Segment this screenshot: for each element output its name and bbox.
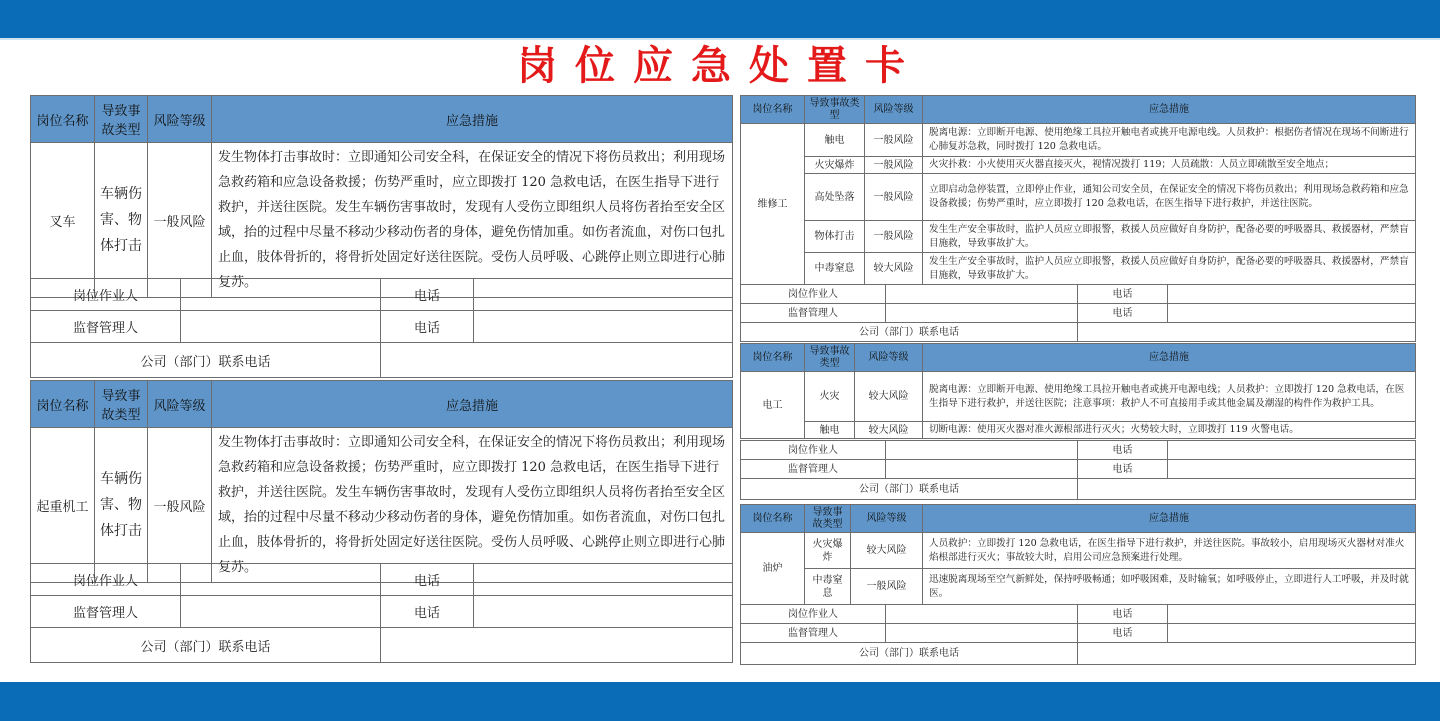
phone-value[interactable] [1168, 304, 1416, 323]
card-forklift-contacts [30, 278, 733, 378]
supervisor-value[interactable] [886, 460, 1078, 479]
worker-label: 岗位作业人 [31, 279, 181, 311]
company-phone-label: 公司（部门）联系电话 [31, 343, 381, 378]
phone-label: 电话 [381, 596, 474, 628]
phone-value[interactable] [1168, 285, 1416, 304]
phone-label: 电话 [1078, 441, 1168, 460]
worker-value[interactable] [181, 564, 381, 596]
risk-level: 较大风险 [855, 422, 923, 439]
risk-level: 一般风险 [148, 428, 212, 583]
accident-type: 火灾爆炸 [805, 533, 851, 569]
header-type: 导致事故类型 [95, 381, 148, 428]
phone-label: 电话 [1078, 624, 1168, 643]
worker-label: 岗位作业人 [741, 441, 886, 460]
worker-label: 岗位作业人 [741, 285, 886, 304]
emergency-measures: 发生生产安全事故时，监护人员应立即报警，救援人员应做好自身防护，配备必要的呼吸器具、救援器材，严禁盲目施救，导致事故扩大。 [923, 221, 1416, 253]
risk-level: 一般风险 [865, 124, 923, 157]
risk-level: 较大风险 [865, 253, 923, 285]
emergency-measures: 人员救护：立即拨打 120 急救电话，在医生指导下进行救护，并送往医院。事故较小，启用现场灭火器材对准火焰根部进行灭火；事故较大时，启用公司应急预案进行处理。 [923, 533, 1416, 569]
card-crane-operator [30, 380, 733, 583]
company-phone-value[interactable] [1078, 479, 1416, 500]
emergency-measures: 发生物体打击事故时：立即通知公司安全科，在保证安全的情况下将伤员救出；利用现场急救药箱和应急设备救援；伤势严重时，应立即拨打 120 急救电话，在医生指导下进行救护，并送往医院。发生车辆伤害事故时，发现有人受伤立即组织人员将伤者抬至安全区域，抬的过程中尽量不移动少移动伤者的身体，避免伤情加重。如伤者流血，对伤口包扎止血，肢体骨折的，将骨折处固定好送往医院。受伤人员呼吸、心跳停止则立即进行心肺复苏。 [212, 143, 733, 298]
header-measures: 应急措施 [212, 96, 733, 143]
accident-type: 中毒窒息 [805, 569, 851, 605]
phone-label: 电话 [1078, 304, 1168, 323]
worker-value[interactable] [886, 441, 1078, 460]
risk-level: 一般风险 [148, 143, 212, 298]
emergency-measures: 脱离电源：立即断开电源、使用绝缘工具拉开触电者或挑开电源电线；人员救护：立即拨打 120 急救电话，在医生指导下进行救护，并送往医院；注意事项：救护人不可直接用手或其他金属及潮湿的构件作为救护工具。 [923, 372, 1416, 422]
post-name: 维修工 [741, 124, 805, 285]
phone-label: 电话 [381, 311, 474, 343]
company-phone-value[interactable] [381, 628, 733, 663]
phone-value[interactable] [1168, 460, 1416, 479]
phone-value[interactable] [474, 564, 733, 596]
company-phone-label: 公司（部门）联系电话 [741, 643, 1078, 665]
post-name: 电工 [741, 372, 805, 439]
worker-label: 岗位作业人 [741, 605, 886, 624]
supervisor-label: 监督管理人 [741, 460, 886, 479]
worker-value[interactable] [886, 605, 1078, 624]
company-phone-label: 公司（部门）联系电话 [31, 628, 381, 663]
accident-type: 火灾爆炸 [805, 157, 865, 174]
card-maintenance-contacts [740, 284, 1416, 342]
header-risk: 风险等级 [855, 344, 923, 372]
supervisor-value[interactable] [181, 596, 381, 628]
accident-type: 高处坠落 [805, 174, 865, 221]
company-phone-value[interactable] [1078, 323, 1416, 342]
risk-level: 一般风险 [865, 174, 923, 221]
header-type: 导致事故类型 [805, 96, 865, 124]
card-crane-contacts [30, 563, 733, 663]
header-risk: 风险等级 [148, 96, 212, 143]
post-name: 油炉 [741, 533, 805, 605]
emergency-measures: 发生生产安全事故时，监护人员应立即报警，救援人员应做好自身防护，配备必要的呼吸器具、救援器材，严禁盲目施救，导致事故扩大。 [923, 253, 1416, 285]
header-post: 岗位名称 [741, 344, 805, 372]
phone-label: 电话 [1078, 285, 1168, 304]
card-forklift [30, 95, 733, 298]
supervisor-value[interactable] [886, 624, 1078, 643]
card-maintenance [740, 95, 1416, 285]
phone-value[interactable] [1168, 624, 1416, 643]
emergency-measures: 火灾扑救：小火使用灭火器直接灭火，视情况拨打 119；人员疏散：人员立即疏散至安全地点； [923, 157, 1416, 174]
top-band [0, 0, 1440, 38]
emergency-measures: 发生物体打击事故时：立即通知公司安全科，在保证安全的情况下将伤员救出；利用现场急救药箱和应急设备救援；伤势严重时，应立即拨打 120 急救电话，在医生指导下进行救护，并送往医院。发生车辆伤害事故时，发现有人受伤立即组织人员将伤者抬至安全区域，抬的过程中尽量不移动少移动伤者的身体，避免伤情加重。如伤者流血，对伤口包扎止血，肢体骨折的，将骨折处固定好送往医院。受伤人员呼吸、心跳停止则立即进行心肺复苏。 [212, 428, 733, 583]
phone-label: 电话 [1078, 605, 1168, 624]
header-measures: 应急措施 [923, 505, 1416, 533]
risk-level: 较大风险 [855, 372, 923, 422]
accident-type: 火灾 [805, 372, 855, 422]
supervisor-label: 监督管理人 [31, 311, 181, 343]
supervisor-label: 监督管理人 [31, 596, 181, 628]
card-oil-furnace-contacts [740, 604, 1416, 665]
header-measures: 应急措施 [212, 381, 733, 428]
accident-type: 触电 [805, 124, 865, 157]
phone-value[interactable] [1168, 441, 1416, 460]
card-electrician [740, 343, 1416, 439]
header-post: 岗位名称 [31, 381, 95, 428]
header-post: 岗位名称 [741, 505, 805, 533]
accident-type: 中毒窒息 [805, 253, 865, 285]
phone-label: 电话 [381, 279, 474, 311]
accident-type: 触电 [805, 422, 855, 439]
phone-value[interactable] [474, 279, 733, 311]
card-electrician-contacts [740, 440, 1416, 500]
header-post: 岗位名称 [31, 96, 95, 143]
company-phone-label: 公司（部门）联系电话 [741, 479, 1078, 500]
post-name: 起重机工 [31, 428, 95, 583]
supervisor-value[interactable] [181, 311, 381, 343]
emergency-measures: 迅速脱离现场至空气新鲜处，保持呼吸畅通；如呼吸困难，及时输氧；如呼吸停止，立即进行人工呼吸，并及时就医。 [923, 569, 1416, 605]
risk-level: 较大风险 [851, 533, 923, 569]
risk-level: 一般风险 [851, 569, 923, 605]
header-measures: 应急措施 [923, 344, 1416, 372]
emergency-measures: 立即启动急停装置，立即停止作业，通知公司安全员，在保证安全的情况下将伤员救出；利用现场急救药箱和应急设备救援；伤势严重时，应立即拨打 120 急救电话，在医生指导下进行救护，并送往医院。 [923, 174, 1416, 221]
header-post: 岗位名称 [741, 96, 805, 124]
worker-value[interactable] [181, 279, 381, 311]
company-phone-value[interactable] [1078, 643, 1416, 665]
emergency-measures: 脱离电源：立即断开电源、使用绝缘工具拉开触电者或挑开电源电线。人员救护：根据伤者情况在现场不间断进行心肺复苏急救，同时拨打 120 急救电话。 [923, 124, 1416, 157]
emergency-measures: 切断电源：使用灭火器对准火源根部进行灭火；火势较大时，立即拨打 119 火警电话。 [923, 422, 1416, 439]
phone-value[interactable] [1168, 605, 1416, 624]
page-title: 岗位应急处置卡 [517, 43, 923, 89]
bottom-band [0, 682, 1440, 721]
header-type: 导致事故类型 [805, 505, 851, 533]
header-type: 导致事故类型 [95, 96, 148, 143]
accident-type: 物体打击 [805, 221, 865, 253]
risk-level: 一般风险 [865, 157, 923, 174]
phone-label: 电话 [1078, 460, 1168, 479]
company-phone-label: 公司（部门）联系电话 [741, 323, 1078, 342]
phone-value[interactable] [474, 311, 733, 343]
risk-level: 一般风险 [865, 221, 923, 253]
accident-type: 车辆伤害、物体打击 [95, 143, 148, 298]
header-risk: 风险等级 [851, 505, 923, 533]
header-type: 导致事故类型 [805, 344, 855, 372]
card-oil-furnace [740, 504, 1416, 605]
supervisor-label: 监督管理人 [741, 304, 886, 323]
accident-type: 车辆伤害、物体打击 [95, 428, 148, 583]
header-measures: 应急措施 [923, 96, 1416, 124]
company-phone-value[interactable] [381, 343, 733, 378]
phone-value[interactable] [474, 596, 733, 628]
supervisor-value[interactable] [886, 304, 1078, 323]
worker-label: 岗位作业人 [31, 564, 181, 596]
supervisor-label: 监督管理人 [741, 624, 886, 643]
worker-value[interactable] [886, 285, 1078, 304]
header-risk: 风险等级 [148, 381, 212, 428]
post-name: 叉车 [31, 143, 95, 298]
phone-label: 电话 [381, 564, 474, 596]
header-risk: 风险等级 [865, 96, 923, 124]
